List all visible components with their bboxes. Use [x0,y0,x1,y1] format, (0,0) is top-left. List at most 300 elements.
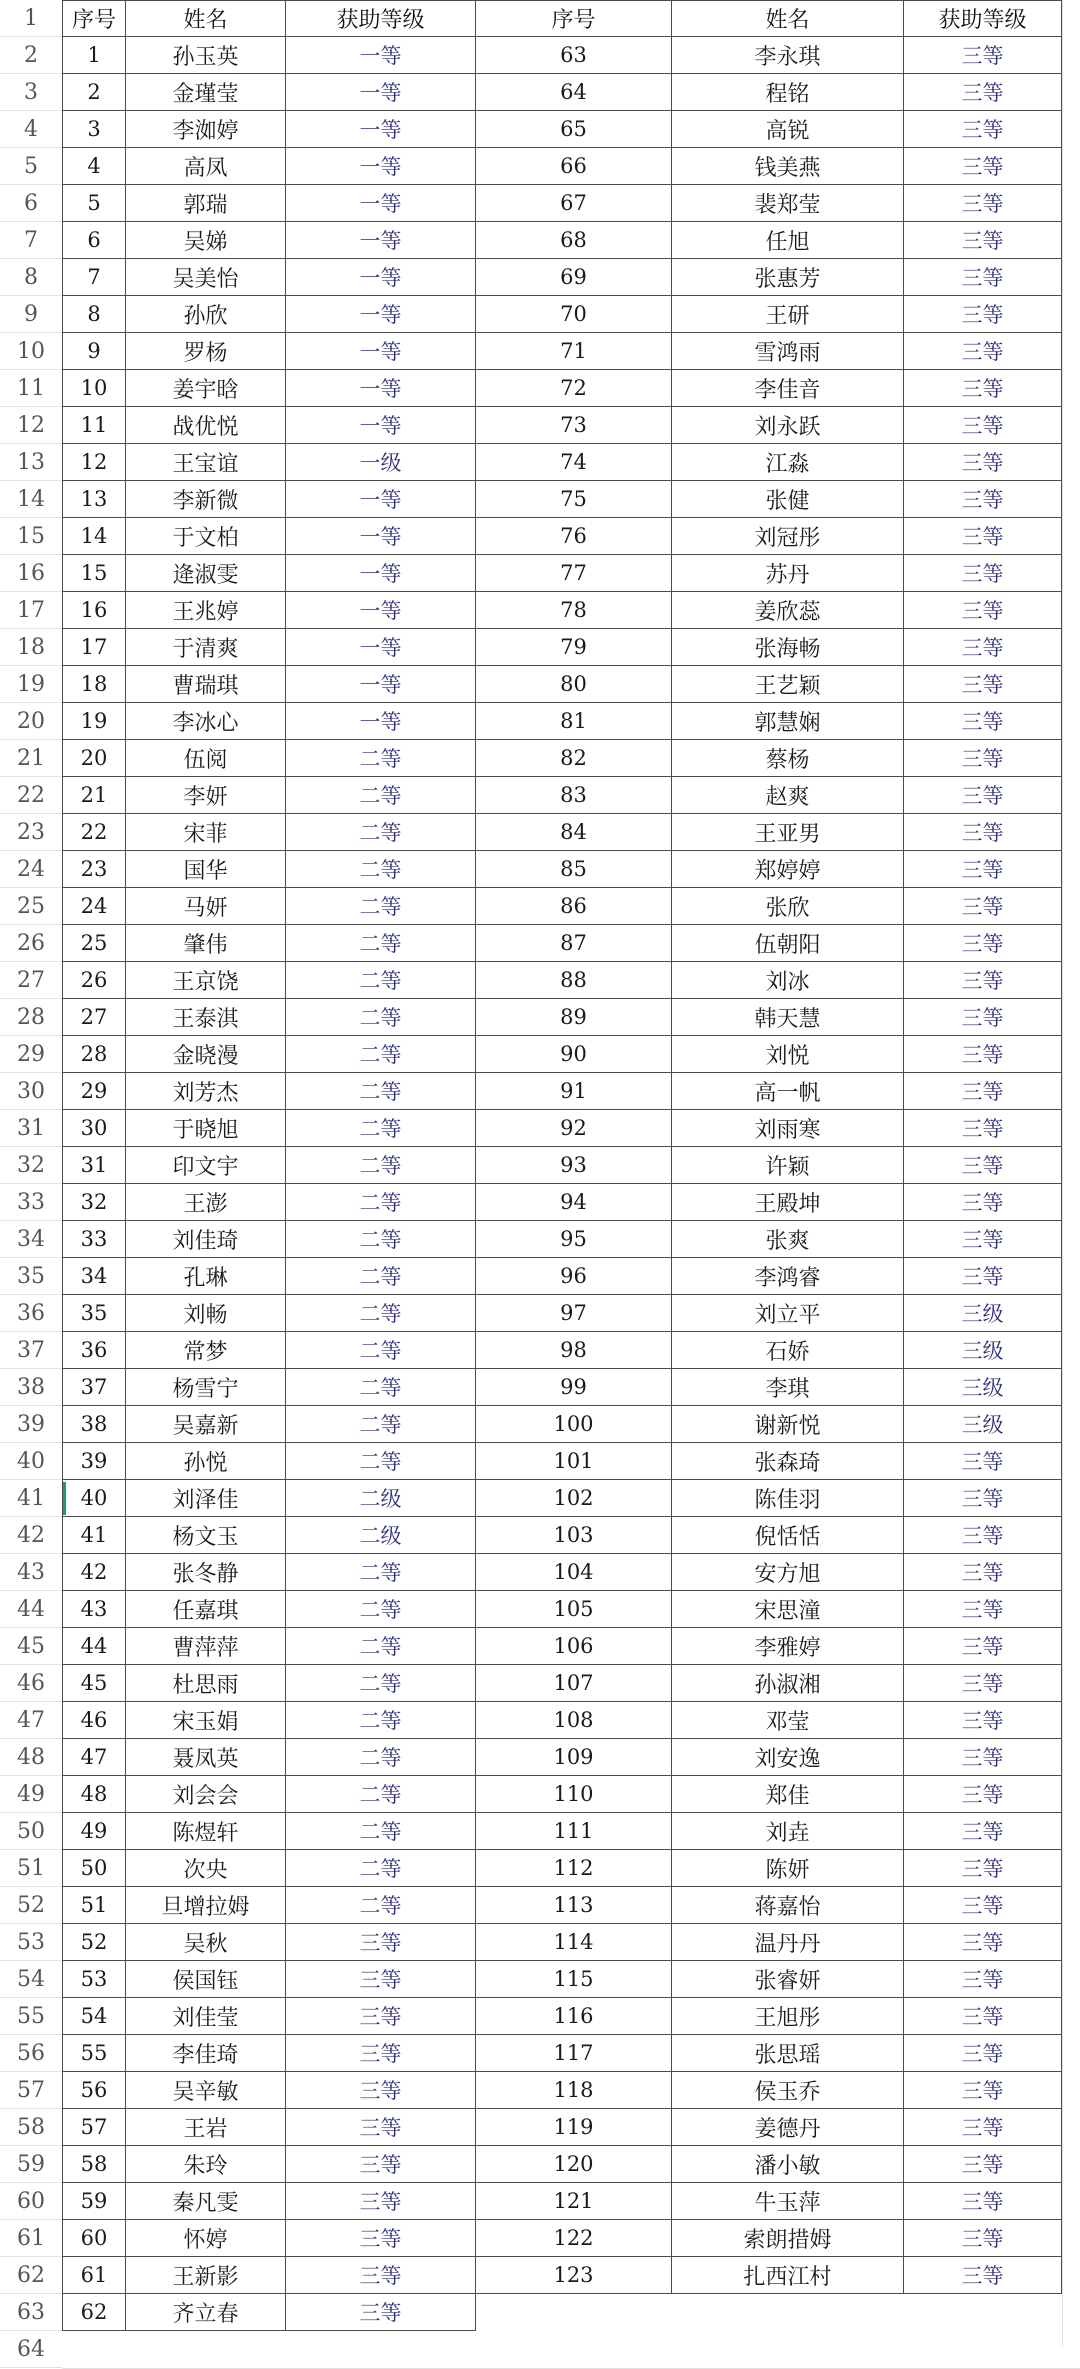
serial-cell[interactable]: 10 [62,370,126,407]
name-cell[interactable]: 王亚男 [672,814,904,851]
serial-cell[interactable]: 9 [62,333,126,370]
grade-cell[interactable]: 二级 [286,1480,476,1517]
serial-cell[interactable]: 12 [62,444,126,481]
serial-cell[interactable]: 17 [62,629,126,666]
grade-cell[interactable]: 三等 [904,1961,1062,1998]
serial-cell[interactable]: 35 [62,1295,126,1332]
name-cell[interactable]: 雪鸿雨 [672,333,904,370]
row-header[interactable]: 16 [0,555,62,592]
grade-cell[interactable]: 三等 [904,1073,1062,1110]
grade-cell[interactable]: 三等 [904,185,1062,222]
name-cell[interactable]: 张海畅 [672,629,904,666]
serial-cell[interactable]: 101 [476,1443,672,1480]
column-header[interactable]: 序号 [476,0,672,37]
name-cell[interactable]: 程铭 [672,74,904,111]
grade-cell[interactable]: 二等 [286,999,476,1036]
serial-cell[interactable]: 36 [62,1332,126,1369]
name-cell[interactable]: 次央 [126,1850,286,1887]
grade-cell[interactable]: 二等 [286,1110,476,1147]
name-cell[interactable]: 孙玉英 [126,37,286,74]
name-cell[interactable]: 肇伟 [126,925,286,962]
name-cell[interactable]: 谢新悦 [672,1406,904,1443]
serial-cell[interactable]: 34 [62,1258,126,1295]
name-cell[interactable]: 李鸿睿 [672,1258,904,1295]
grade-cell[interactable]: 三等 [904,2220,1062,2257]
row-header[interactable]: 14 [0,481,62,518]
grade-cell[interactable]: 一等 [286,370,476,407]
grade-cell[interactable]: 一等 [286,481,476,518]
name-cell[interactable]: 齐立春 [126,2294,286,2331]
grade-cell[interactable]: 二等 [286,1776,476,1813]
grade-cell[interactable]: 三等 [904,1258,1062,1295]
name-cell[interactable]: 刘泽佳 [126,1480,286,1517]
grade-cell[interactable]: 三等 [904,962,1062,999]
grade-cell[interactable]: 三级 [904,1406,1062,1443]
name-cell[interactable]: 蒋嘉怡 [672,1887,904,1924]
name-cell[interactable]: 钱美燕 [672,148,904,185]
name-cell[interactable]: 孔琳 [126,1258,286,1295]
serial-cell[interactable]: 16 [62,592,126,629]
grade-cell[interactable]: 三等 [904,37,1062,74]
row-header[interactable]: 20 [0,703,62,740]
grade-cell[interactable]: 二等 [286,925,476,962]
serial-cell[interactable]: 97 [476,1295,672,1332]
grade-cell[interactable]: 二等 [286,814,476,851]
name-cell[interactable]: 刘佳莹 [126,1998,286,2035]
serial-cell[interactable]: 116 [476,1998,672,2035]
name-cell[interactable]: 张爽 [672,1221,904,1258]
serial-cell[interactable]: 49 [62,1813,126,1850]
serial-cell[interactable]: 11 [62,407,126,444]
serial-cell[interactable]: 8 [62,296,126,333]
row-header[interactable]: 17 [0,592,62,629]
name-cell[interactable]: 吴辛敏 [126,2072,286,2109]
name-cell[interactable]: 刘永跃 [672,407,904,444]
name-cell[interactable]: 王宝谊 [126,444,286,481]
name-cell[interactable]: 石娇 [672,1332,904,1369]
grade-cell[interactable]: 三等 [286,1924,476,1961]
serial-cell[interactable]: 40 [62,1480,126,1517]
name-cell[interactable]: 高锐 [672,111,904,148]
serial-cell[interactable]: 87 [476,925,672,962]
grade-cell[interactable]: 三等 [904,1036,1062,1073]
row-header[interactable]: 25 [0,888,62,925]
row-header[interactable]: 44 [0,1591,62,1628]
row-header[interactable]: 41 [0,1480,62,1517]
serial-cell[interactable]: 67 [476,185,672,222]
name-cell[interactable]: 李洳婷 [126,111,286,148]
grade-cell[interactable]: 三等 [286,2220,476,2257]
serial-cell[interactable]: 56 [62,2072,126,2109]
name-cell[interactable]: 张健 [672,481,904,518]
name-cell[interactable]: 吴娣 [126,222,286,259]
serial-cell[interactable]: 26 [62,962,126,999]
grade-cell[interactable]: 三等 [286,2146,476,2183]
row-header[interactable]: 29 [0,1036,62,1073]
grade-cell[interactable]: 三等 [904,1517,1062,1554]
name-cell[interactable]: 高一帆 [672,1073,904,1110]
grade-cell[interactable]: 三等 [904,1110,1062,1147]
serial-cell[interactable]: 83 [476,777,672,814]
row-header[interactable]: 5 [0,148,62,185]
serial-cell[interactable]: 121 [476,2183,672,2220]
name-cell[interactable]: 王泰淇 [126,999,286,1036]
row-header[interactable]: 52 [0,1887,62,1924]
grade-cell[interactable]: 三等 [904,518,1062,555]
grade-cell[interactable]: 三等 [904,1776,1062,1813]
grade-cell[interactable]: 三等 [904,407,1062,444]
serial-cell[interactable]: 77 [476,555,672,592]
grade-cell[interactable]: 一等 [286,74,476,111]
name-cell[interactable]: 刘立平 [672,1295,904,1332]
row-header[interactable]: 49 [0,1776,62,1813]
name-cell[interactable]: 侯国钰 [126,1961,286,1998]
grade-cell[interactable]: 三等 [904,2183,1062,2220]
serial-cell[interactable]: 86 [476,888,672,925]
grade-cell[interactable]: 三等 [904,74,1062,111]
name-cell[interactable]: 张惠芳 [672,259,904,296]
name-cell[interactable]: 吴美怡 [126,259,286,296]
serial-cell[interactable]: 57 [62,2109,126,2146]
name-cell[interactable]: 王研 [672,296,904,333]
row-header[interactable]: 64 [0,2331,62,2368]
name-cell[interactable]: 张冬静 [126,1554,286,1591]
name-cell[interactable]: 怀婷 [126,2220,286,2257]
name-cell[interactable]: 刘雨寒 [672,1110,904,1147]
name-cell[interactable]: 王岩 [126,2109,286,2146]
grade-cell[interactable]: 三等 [904,2109,1062,2146]
name-cell[interactable]: 任嘉琪 [126,1591,286,1628]
grade-cell[interactable]: 三级 [904,1295,1062,1332]
row-header[interactable]: 61 [0,2220,62,2257]
serial-cell[interactable]: 45 [62,1665,126,1702]
serial-cell[interactable]: 106 [476,1628,672,1665]
serial-cell[interactable]: 89 [476,999,672,1036]
name-cell[interactable]: 宋菲 [126,814,286,851]
name-cell[interactable]: 杨雪宁 [126,1369,286,1406]
grade-cell[interactable]: 一等 [286,703,476,740]
serial-cell[interactable]: 71 [476,333,672,370]
name-cell[interactable]: 江淼 [672,444,904,481]
name-cell[interactable]: 李佳琦 [126,2035,286,2072]
row-header[interactable]: 47 [0,1702,62,1739]
name-cell[interactable]: 王艺颖 [672,666,904,703]
name-cell[interactable]: 吴嘉新 [126,1406,286,1443]
row-header[interactable]: 31 [0,1110,62,1147]
row-header[interactable]: 12 [0,407,62,444]
serial-cell[interactable]: 92 [476,1110,672,1147]
serial-cell[interactable]: 25 [62,925,126,962]
serial-cell[interactable]: 69 [476,259,672,296]
serial-cell[interactable]: 53 [62,1961,126,1998]
serial-cell[interactable]: 60 [62,2220,126,2257]
name-cell[interactable]: 苏丹 [672,555,904,592]
serial-cell[interactable]: 74 [476,444,672,481]
grade-cell[interactable]: 三等 [904,999,1062,1036]
serial-cell[interactable]: 27 [62,999,126,1036]
name-cell[interactable]: 曹萍萍 [126,1628,286,1665]
name-cell[interactable]: 张森琦 [672,1443,904,1480]
name-cell[interactable]: 宋玉娟 [126,1702,286,1739]
serial-cell[interactable]: 6 [62,222,126,259]
name-cell[interactable]: 刘佳琦 [126,1221,286,1258]
name-cell[interactable]: 孙淑湘 [672,1665,904,1702]
serial-cell[interactable]: 32 [62,1184,126,1221]
serial-cell[interactable]: 78 [476,592,672,629]
serial-cell[interactable]: 104 [476,1554,672,1591]
grade-cell[interactable]: 三等 [904,1480,1062,1517]
name-cell[interactable]: 金晓漫 [126,1036,286,1073]
name-cell[interactable]: 郑婷婷 [672,851,904,888]
row-header[interactable]: 26 [0,925,62,962]
row-header[interactable]: 30 [0,1073,62,1110]
grade-cell[interactable]: 三等 [904,222,1062,259]
grade-cell[interactable]: 二等 [286,740,476,777]
row-header[interactable]: 28 [0,999,62,1036]
name-cell[interactable]: 王京饶 [126,962,286,999]
serial-cell[interactable]: 63 [476,37,672,74]
serial-cell[interactable]: 117 [476,2035,672,2072]
name-cell[interactable]: 刘悦 [672,1036,904,1073]
column-header[interactable]: 姓名 [126,0,286,37]
row-header[interactable]: 37 [0,1332,62,1369]
name-cell[interactable]: 陈妍 [672,1850,904,1887]
grade-cell[interactable]: 三等 [286,1961,476,1998]
row-header[interactable]: 7 [0,222,62,259]
name-cell[interactable]: 李永琪 [672,37,904,74]
name-cell[interactable]: 宋思潼 [672,1591,904,1628]
serial-cell[interactable]: 14 [62,518,126,555]
name-cell[interactable]: 战优悦 [126,407,286,444]
serial-cell[interactable]: 108 [476,1702,672,1739]
grade-cell[interactable]: 一等 [286,407,476,444]
serial-cell[interactable]: 118 [476,2072,672,2109]
grade-cell[interactable]: 三等 [904,777,1062,814]
grade-cell[interactable]: 三等 [904,2035,1062,2072]
grade-cell[interactable]: 二等 [286,1295,476,1332]
grade-cell[interactable]: 三等 [904,555,1062,592]
row-header[interactable]: 36 [0,1295,62,1332]
serial-cell[interactable]: 120 [476,2146,672,2183]
grade-cell[interactable]: 二等 [286,1147,476,1184]
grade-cell[interactable]: 三等 [904,2146,1062,2183]
row-header[interactable]: 59 [0,2146,62,2183]
serial-cell[interactable]: 107 [476,1665,672,1702]
grade-cell[interactable]: 二等 [286,962,476,999]
row-header[interactable]: 34 [0,1221,62,1258]
name-cell[interactable]: 刘安逸 [672,1739,904,1776]
serial-cell[interactable]: 122 [476,2220,672,2257]
grade-cell[interactable]: 一等 [286,555,476,592]
grade-cell[interactable]: 三等 [286,1998,476,2035]
grade-cell[interactable]: 三等 [904,444,1062,481]
grade-cell[interactable]: 三等 [904,1443,1062,1480]
serial-cell[interactable]: 38 [62,1406,126,1443]
name-cell[interactable]: 许颖 [672,1147,904,1184]
grade-cell[interactable]: 二级 [286,1517,476,1554]
serial-cell[interactable]: 3 [62,111,126,148]
serial-cell[interactable]: 37 [62,1369,126,1406]
grade-cell[interactable]: 三等 [286,2294,476,2331]
row-header[interactable]: 54 [0,1961,62,1998]
serial-cell[interactable]: 24 [62,888,126,925]
serial-cell[interactable]: 109 [476,1739,672,1776]
name-cell[interactable]: 郭瑞 [126,185,286,222]
serial-cell[interactable]: 55 [62,2035,126,2072]
grade-cell[interactable]: 三等 [286,2183,476,2220]
name-cell[interactable]: 索朗措姆 [672,2220,904,2257]
serial-cell[interactable]: 113 [476,1887,672,1924]
serial-cell[interactable]: 115 [476,1961,672,1998]
serial-cell[interactable]: 81 [476,703,672,740]
name-cell[interactable]: 邓莹 [672,1702,904,1739]
name-cell[interactable]: 杨文玉 [126,1517,286,1554]
name-cell[interactable]: 刘芳杰 [126,1073,286,1110]
name-cell[interactable]: 李妍 [126,777,286,814]
grade-cell[interactable]: 一等 [286,222,476,259]
name-cell[interactable]: 朱玲 [126,2146,286,2183]
serial-cell[interactable]: 58 [62,2146,126,2183]
serial-cell[interactable]: 18 [62,666,126,703]
column-header[interactable]: 序号 [62,0,126,37]
serial-cell[interactable]: 41 [62,1517,126,1554]
row-header[interactable]: 1 [0,0,62,37]
grade-cell[interactable]: 三等 [286,2072,476,2109]
row-header[interactable]: 21 [0,740,62,777]
name-cell[interactable]: 刘畅 [126,1295,286,1332]
name-cell[interactable]: 于晓旭 [126,1110,286,1147]
serial-cell[interactable]: 91 [476,1073,672,1110]
name-cell[interactable]: 王旭彤 [672,1998,904,2035]
serial-cell[interactable]: 20 [62,740,126,777]
name-cell[interactable]: 郭慧娴 [672,703,904,740]
grade-cell[interactable]: 三等 [286,2035,476,2072]
name-cell[interactable]: 伍阅 [126,740,286,777]
name-cell[interactable]: 聂凤英 [126,1739,286,1776]
grade-cell[interactable]: 二等 [286,1554,476,1591]
serial-cell[interactable]: 93 [476,1147,672,1184]
serial-cell[interactable]: 96 [476,1258,672,1295]
grade-cell[interactable]: 三等 [904,1147,1062,1184]
serial-cell[interactable]: 42 [62,1554,126,1591]
row-header[interactable]: 48 [0,1739,62,1776]
grade-cell[interactable]: 二等 [286,1221,476,1258]
grade-cell[interactable]: 二等 [286,1073,476,1110]
column-header[interactable]: 姓名 [672,0,904,37]
grade-cell[interactable]: 三等 [904,1850,1062,1887]
name-cell[interactable]: 刘垚 [672,1813,904,1850]
grade-cell[interactable]: 三等 [904,1184,1062,1221]
serial-cell[interactable]: 1 [62,37,126,74]
name-cell[interactable]: 马妍 [126,888,286,925]
grade-cell[interactable]: 三级 [904,1369,1062,1406]
grade-cell[interactable]: 三等 [904,814,1062,851]
serial-cell[interactable]: 28 [62,1036,126,1073]
grade-cell[interactable]: 三等 [904,370,1062,407]
serial-cell[interactable]: 7 [62,259,126,296]
serial-cell[interactable]: 68 [476,222,672,259]
serial-cell[interactable]: 51 [62,1887,126,1924]
grade-cell[interactable]: 三等 [904,259,1062,296]
grade-cell[interactable]: 二等 [286,1184,476,1221]
grade-cell[interactable]: 一等 [286,592,476,629]
grade-cell[interactable]: 二等 [286,1332,476,1369]
row-header[interactable]: 56 [0,2035,62,2072]
name-cell[interactable]: 于文柏 [126,518,286,555]
row-header[interactable]: 55 [0,1998,62,2035]
name-cell[interactable]: 李雅婷 [672,1628,904,1665]
serial-cell[interactable]: 23 [62,851,126,888]
row-header[interactable]: 15 [0,518,62,555]
grade-cell[interactable]: 一等 [286,629,476,666]
row-header[interactable]: 3 [0,74,62,111]
grade-cell[interactable]: 三等 [904,1554,1062,1591]
grade-cell[interactable]: 三等 [904,888,1062,925]
column-header[interactable]: 获助等级 [286,0,476,37]
row-header[interactable]: 60 [0,2183,62,2220]
name-cell[interactable]: 孙悦 [126,1443,286,1480]
grade-cell[interactable]: 二等 [286,1702,476,1739]
grade-cell[interactable]: 二等 [286,1258,476,1295]
serial-cell[interactable]: 114 [476,1924,672,1961]
row-header[interactable]: 50 [0,1813,62,1850]
serial-cell[interactable]: 54 [62,1998,126,2035]
row-header[interactable]: 18 [0,629,62,666]
grade-cell[interactable]: 一等 [286,111,476,148]
grade-cell[interactable]: 三等 [904,148,1062,185]
grade-cell[interactable]: 二等 [286,851,476,888]
grade-cell[interactable]: 三等 [904,1813,1062,1850]
serial-cell[interactable]: 112 [476,1850,672,1887]
grade-cell[interactable]: 一等 [286,148,476,185]
grade-cell[interactable]: 三等 [904,2257,1062,2294]
grade-cell[interactable]: 二等 [286,1739,476,1776]
serial-cell[interactable]: 103 [476,1517,672,1554]
name-cell[interactable]: 于清爽 [126,629,286,666]
grade-cell[interactable]: 三等 [904,703,1062,740]
row-header[interactable]: 39 [0,1406,62,1443]
row-header[interactable]: 10 [0,333,62,370]
name-cell[interactable]: 孙欣 [126,296,286,333]
serial-cell[interactable]: 62 [62,2294,126,2331]
serial-cell[interactable]: 76 [476,518,672,555]
row-header[interactable]: 32 [0,1147,62,1184]
grade-cell[interactable]: 二等 [286,1443,476,1480]
row-header[interactable]: 58 [0,2109,62,2146]
serial-cell[interactable]: 110 [476,1776,672,1813]
grade-cell[interactable]: 一等 [286,333,476,370]
name-cell[interactable]: 常梦 [126,1332,286,1369]
grade-cell[interactable]: 一级 [286,444,476,481]
serial-cell[interactable]: 75 [476,481,672,518]
row-header[interactable]: 38 [0,1369,62,1406]
serial-cell[interactable]: 31 [62,1147,126,1184]
name-cell[interactable]: 印文宇 [126,1147,286,1184]
name-cell[interactable]: 秦凡雯 [126,2183,286,2220]
row-header[interactable]: 57 [0,2072,62,2109]
row-header[interactable]: 51 [0,1850,62,1887]
serial-cell[interactable]: 46 [62,1702,126,1739]
name-cell[interactable]: 任旭 [672,222,904,259]
name-cell[interactable]: 王兆婷 [126,592,286,629]
name-cell[interactable]: 国华 [126,851,286,888]
grade-cell[interactable]: 三等 [904,1665,1062,1702]
name-cell[interactable]: 王新影 [126,2257,286,2294]
grade-cell[interactable]: 三等 [904,925,1062,962]
serial-cell[interactable]: 94 [476,1184,672,1221]
name-cell[interactable]: 刘冰 [672,962,904,999]
name-cell[interactable]: 潘小敏 [672,2146,904,2183]
